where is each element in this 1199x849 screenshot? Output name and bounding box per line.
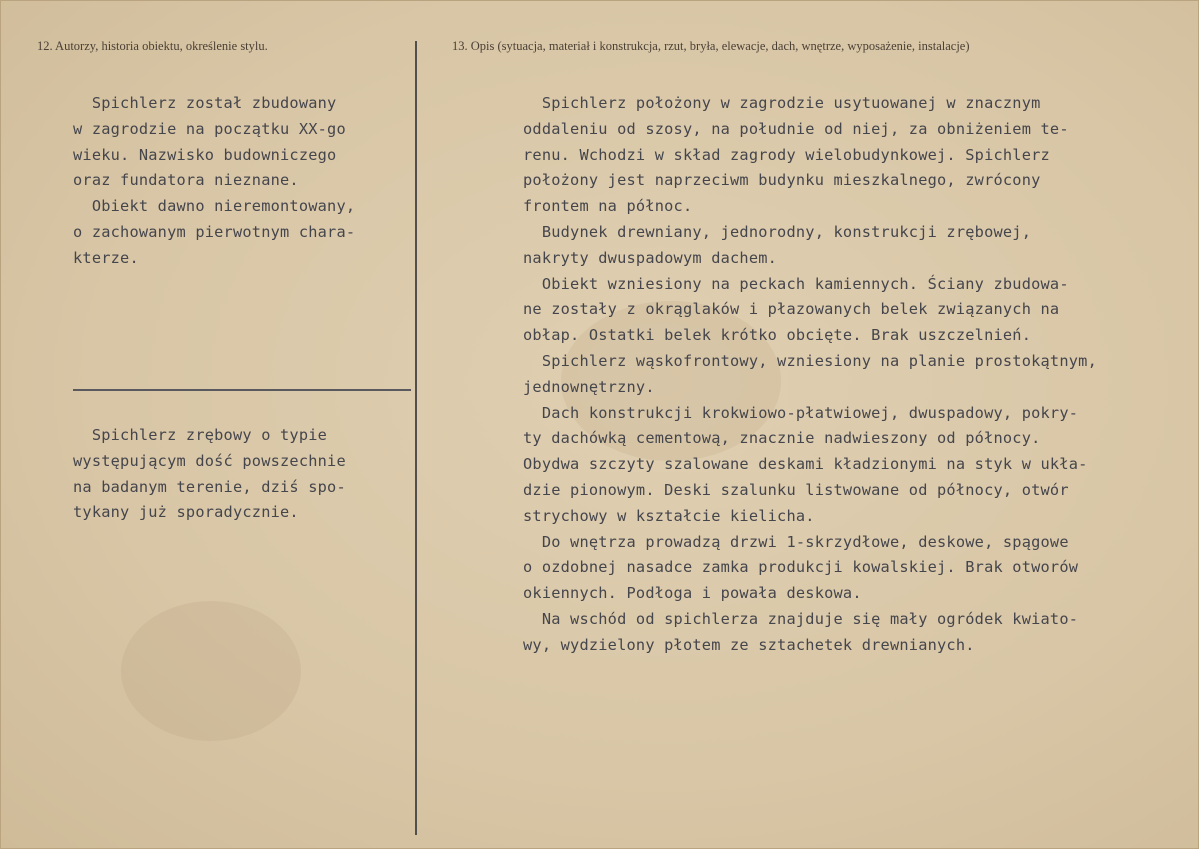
text-line: ty dachówką cementową, znacznie nadwieszony od północy. [523, 429, 1041, 448]
text-line: położony jest naprzeciwm budynku mieszkalnego, zwrócony [523, 171, 1041, 190]
vertical-divider [415, 41, 417, 835]
text-line: wieku. Nazwisko budowniczego [73, 145, 337, 164]
text-line: Spichlerz został zbudowany [73, 94, 337, 112]
text-line: na badanym terenie, dziś spo- [73, 477, 346, 496]
text-line: wy, wydzielony płotem ze sztachetek drewnianych. [523, 635, 975, 654]
text-line: Obiekt wzniesiony na peckach kamiennych. Ściany zbudowa- [523, 274, 1069, 293]
horizontal-divider [73, 389, 411, 391]
text-line: nakryty dwuspadowym dachem. [523, 248, 778, 267]
text-line: Spichlerz zrębowy o typie [73, 426, 328, 444]
text-line: w zagrodzie na początku XX-go [73, 119, 346, 138]
text-line: jednownętrzny. [523, 377, 655, 396]
text-line: dzie pionowym. Deski szalunku listwowane od północy, otwór [523, 480, 1069, 499]
text-line: Do wnętrza prowadzą drzwi 1-skrzydłowe, deskowe, spągowe [523, 532, 1069, 551]
text-line: oddaleniu od szosy, na południe od niej, za obniżeniem te- [523, 119, 1069, 138]
text-line: Budynek drewniany, jednorodny, konstrukcji zrębowej, [523, 222, 1032, 241]
description-text [523, 91, 1097, 659]
text-line: kterze. [73, 248, 139, 267]
text-line: Na wschód od spichlerza znajduje się mały ogródek kwiato- [523, 609, 1079, 628]
text-line: Dach konstrukcji krokwiowo-płatwiowej, dwuspadowy, pokry- [523, 403, 1079, 422]
text-line: strychowy w kształcie kielicha. [523, 506, 815, 525]
text-line: występującym dość powszechnie [73, 451, 346, 470]
text-line: o ozdobnej nasadce zamka produkcji kowalskiej. Brak otworów [523, 558, 1079, 577]
text-line: Spichlerz położony w zagrodzie usytuowanej w znacznym [523, 94, 1041, 112]
text-line: okiennych. Podłoga i powała deskowa. [523, 584, 862, 603]
text-line: frontem na północ. [523, 197, 693, 216]
text-line: oraz fundatora nieznane. [73, 171, 299, 190]
style-text [73, 423, 346, 526]
text-line: o zachowanym pierwotnym chara- [73, 222, 356, 241]
text-line: Spichlerz wąskofrontowy, wzniesiony na planie prostokątnym, [523, 351, 1097, 370]
text-line: ne zostały z okrąglaków i płazowanych belek związanych na [523, 300, 1060, 319]
section-12-heading: 12. Autorzy, historia obiektu, określenie stylu. [37, 39, 268, 53]
section-13-heading: 13. Opis (sytuacja, materiał i konstrukcja, rzut, bryła, elewacje, dach, wnętrze, wyposażenie, instalacje) [452, 39, 970, 53]
text-line: renu. Wchodzi w skład zagrody wielobudynkowej. Spichlerz [523, 145, 1050, 164]
text-line: obłap. Ostatki belek krótko obcięte. Brak uszczelnień. [523, 326, 1032, 345]
text-line: tykany już sporadycznie. [73, 503, 299, 522]
text-line: Obydwa szczyty szalowane deskami kładzionymi na styk w ukła- [523, 455, 1088, 474]
text-line: Obiekt dawno nieremontowany, [73, 197, 356, 216]
paper-stain [121, 601, 301, 741]
author-history-text [73, 91, 355, 272]
